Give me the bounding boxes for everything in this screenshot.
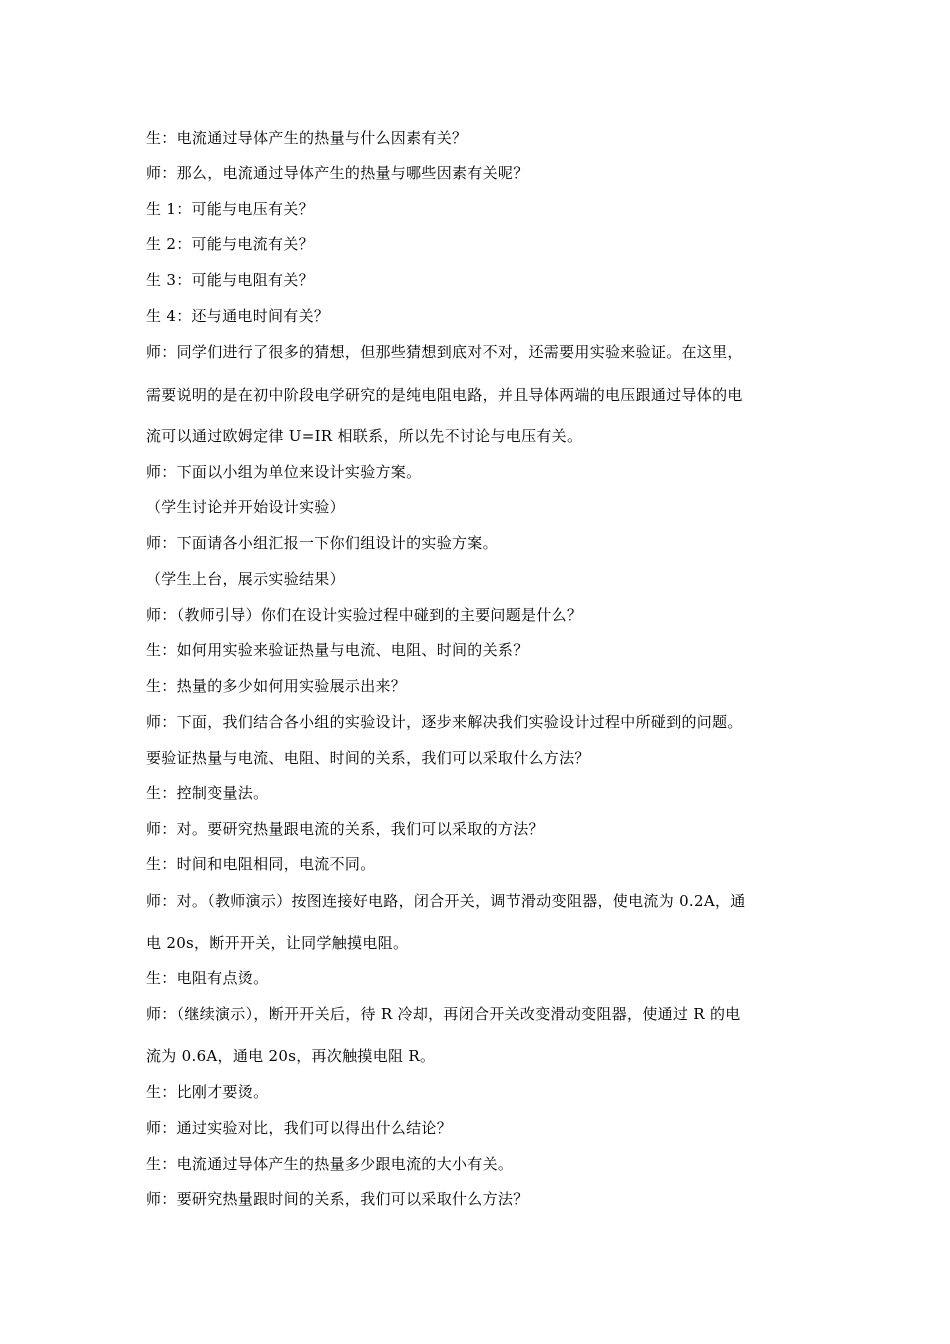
- text-line: 生 4：还与通电时间有关？: [146, 307, 330, 325]
- text-line: 生：热量的多少如何用实验展示出来？: [146, 677, 407, 695]
- text-line: 师：通过实验对比，我们可以得出什么结论？: [146, 1119, 453, 1137]
- text-line: 电 20s，断开开关，让同学触摸电阻。: [146, 934, 409, 952]
- text-line: 流为 0.6A，通电 20s，再次触摸电阻 R。: [146, 1047, 436, 1065]
- text-line: 师：（教师引导）你们在设计实验过程中碰到的主要问题是什么？: [146, 606, 583, 624]
- text-line: 生 3：可能与电阻有关？: [146, 271, 314, 289]
- text-line: 生：电流通过导体产生的热量与什么因素有关？: [146, 129, 468, 147]
- text-line: 师：下面以小组为单位来设计实验方案。: [146, 463, 422, 481]
- text-line: 需要说明的是在初中阶段电学研究的是纯电阻电路，并且导体两端的电压跟通过导体的电: [146, 386, 743, 404]
- text-line: 师：下面，我们结合各小组的实验设计，逐步来解决我们实验设计过程中所碰到的问题。: [146, 713, 743, 731]
- text-line: 生：控制变量法。: [146, 784, 269, 802]
- text-line: 生：比刚才要烫。: [146, 1083, 269, 1101]
- text-line: 师：要研究热量跟时间的关系，我们可以采取什么方法？: [146, 1190, 529, 1208]
- text-line: 生：电流通过导体产生的热量多少跟电流的大小有关。: [146, 1155, 514, 1173]
- text-line: 生 2：可能与电流有关？: [146, 235, 314, 253]
- text-line: 师：（继续演示），断开开关后，待 R 冷却，再闭合开关改变滑动变阻器，使通过 R 的电: [146, 1005, 741, 1023]
- text-line: 生：如何用实验来验证热量与电流、电阻、时间的关系？: [146, 641, 529, 659]
- text-line: 生 1：可能与电压有关？: [146, 200, 314, 218]
- text-line: （学生上台，展示实验结果）: [146, 570, 345, 588]
- text-line: 师：那么，电流通过导体产生的热量与哪些因素有关呢？: [146, 164, 529, 182]
- text-line: 生：时间和电阻相同，电流不同。: [146, 855, 376, 873]
- text-line: 要验证热量与电流、电阻、时间的关系，我们可以采取什么方法？: [146, 749, 590, 767]
- text-line: 师：对。（教师演示）按图连接好电路，闭合开关，调节滑动变阻器，使电流为 0.2A，通: [146, 892, 746, 910]
- text-line: 师：下面请各小组汇报一下你们组设计的实验方案。: [146, 534, 498, 552]
- text-line: 生：电阻有点烫。: [146, 969, 269, 987]
- text-line: （学生讨论并开始设计实验）: [146, 498, 345, 516]
- text-line: 流可以通过欧姆定律 U=IR 相联系，所以先不讨论与电压有关。: [146, 427, 583, 445]
- text-line: 师：对。要研究热量跟电流的关系，我们可以采取的方法？: [146, 820, 544, 838]
- text-line: 师：同学们进行了很多的猜想，但那些猜想到底对不对，还需要用实验来验证。在这里，: [146, 343, 743, 361]
